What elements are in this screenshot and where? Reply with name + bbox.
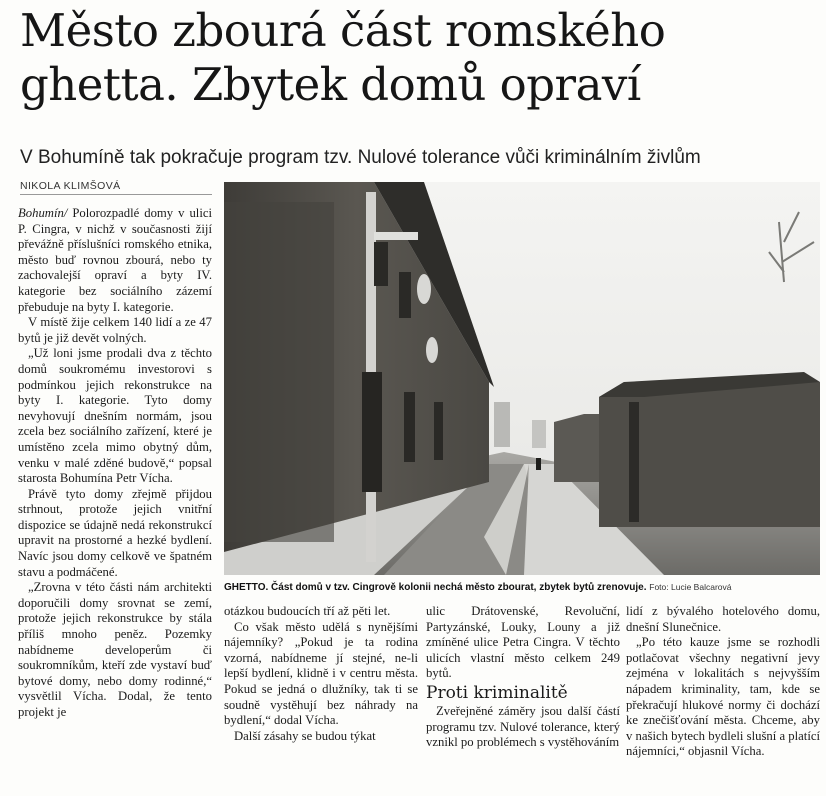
author-byline: NIKOLA KLIMŠOVÁ — [20, 180, 212, 195]
paragraph: lidí z bývalého hotelového domu, dnešní Slunečnice. — [626, 604, 820, 634]
photo-credit: Foto: Lucie Balcarová — [649, 582, 732, 592]
dateline: Bohumín/ — [18, 206, 68, 220]
headline-line-2: ghetta. Zbytek domů opraví — [20, 58, 641, 111]
headline — [20, 4, 820, 112]
photo-caption — [224, 580, 820, 595]
paragraph: otázkou budoucích tří až pěti let. — [224, 604, 391, 618]
article-photo — [224, 182, 820, 575]
paragraph: „Už loni jsme prodali dva z těchto domů soukromému investorovi s podmínkou jejich rekonstrukce na byty I. kategorie. Tyto domy nevyhovují dnešním normám, jsou zcela bez sociálního zařízení, které je umístěno zcela mimo obytný dům, venku v malé zděné budově,“ popsal starosta Bohumína Petr Vícha. — [18, 346, 212, 486]
paragraph: Zveřejněné záměry jsou další částí programu tzv. Nulové tolerance, který vznikl po problémech s vystěhováním — [426, 703, 620, 750]
paragraph: Co však město udělá s nynějšími nájemníky? „Pokud je ta rodina vzorná, nabídneme jí stejné, ne-li lepší bydlení, klidně i v centru města. Pokud se jedná o dlužníky, tak ti se soudně vystěhují bez náhrady na bydlení,“ dodal Vícha. — [224, 619, 418, 728]
paragraph: Další zásahy se budou týkat — [234, 728, 376, 743]
paragraph: V místě žije celkem 140 lidí a ze 47 bytů je již devět volných. — [18, 315, 212, 345]
body-column-3 — [426, 604, 620, 796]
body-column-1 — [18, 206, 212, 796]
paragraph: Právě tyto domy zřejmě přijdou strhnout, protože jejich vnitřní dispozice se údajně nedá rekonstrukcí upravit na prostorné a hezké bydlení. Navíc jsou domy celkově ve špatném stavu a podmáčené. — [18, 486, 212, 579]
body-column-2 — [224, 604, 418, 796]
caption-text: GHETTO. Část domů v tzv. Cingrově kolonii nechá město zbourat, zbytek bytů zrenovuje. — [224, 582, 647, 593]
section-subhead: Proti kriminalitě — [426, 682, 568, 703]
headline-line-1: Město zbourá část romského — [20, 4, 666, 57]
paragraph-text: Polorozpadlé domy v ulici P. Cingra, v nichž v současnosti žijí převážně příslušníci romského etnika, město buď rovnou zbourá, nebo ty zachovalejší opraví a byty IV. kategorie bez sociálního zázemí přebuduje na byty I. kategorie. — [18, 206, 212, 314]
paragraph: „Zrovna v této části nám architekti doporučili domy srovnat se zemí, protože jejich rekonstrukce by stála příliš mnoho peněz. Pozemky nabídneme developerům či soukromníkům, kteří zde vystaví buď bytové domy, nebo domy rodinné,“ vysvětlil Vícha. Dodal, že tento projekt je — [18, 580, 212, 719]
paragraph: ulic Drátovenské, Revoluční, Partyzánské, Louky, Louny a již zmíněné ulice Petra Cingra. V těchto ulicích vlastní město celkem 249 bytů. — [426, 604, 620, 681]
paragraph: „Po této kauze jsme se rozhodli potlačovat všechny negativní jevy zejména v lokalitách s nejvyšším nápadem kriminality, tam, kde se překračují hlukové normy či dochází ke znečišťování města. Chceme, aby v našich bytech bydleli slušní a platící nájemníci,“ objasnil Vícha. — [626, 635, 820, 759]
subtitle: V Bohumíně tak pokračuje program tzv. Nulové tolerance vůči kriminálním živlům — [20, 147, 701, 168]
paragraph — [18, 206, 212, 315]
body-column-4 — [626, 604, 820, 796]
